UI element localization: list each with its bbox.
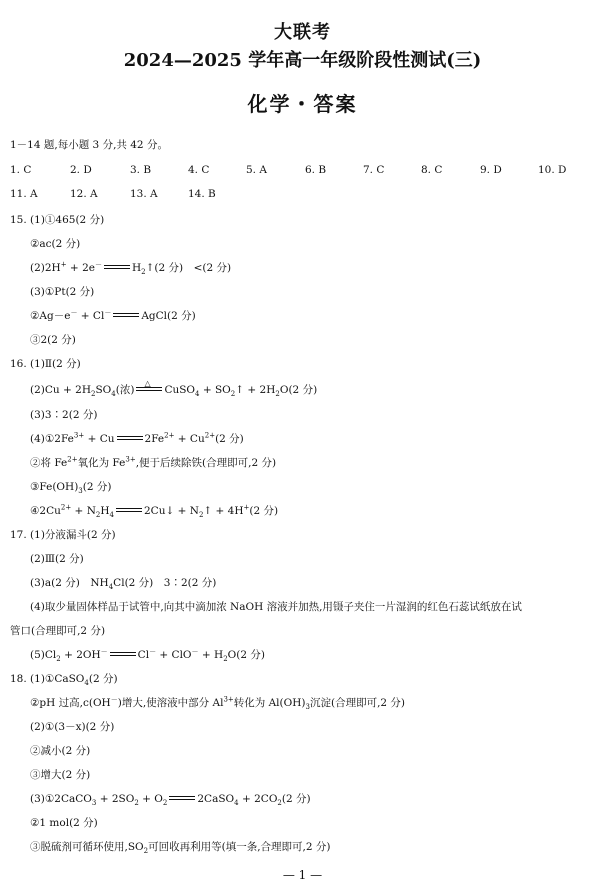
q17-line-6: $(5)Cl_2 + 2OH^-$ $Cl^- + ClO^- + H_2O(2$ 分): [30, 647, 265, 664]
mc-answer: 11. A: [10, 188, 38, 200]
q15-line-3: (2)2H+ + 2e－ $H_2↑(2$ 分) <(2 分): [30, 260, 232, 277]
q17-line-4: (4)取少量固体样品于试管中,向其中滴加浓 NaOH 溶液并加热,用镊子夹住一片湿润的红色石蕊试纸放在试: [30, 601, 522, 613]
q18-line-6: (3)①2CaCO$_3$ + $2SO_2 + O_2$ 2CaSO$_4$ + $2CO_2(2$ 分): [30, 793, 311, 808]
mc-answer: 4. C: [188, 164, 210, 176]
exam-subtitle: 2024—2025 学年高一年级阶段性测试(三): [123, 50, 482, 71]
page-number: — 1 —: [282, 868, 323, 882]
q15-line-4: (3)①Pt(2 分): [30, 286, 95, 298]
equals-sign: [116, 507, 142, 515]
q15-line-1: 15. (1)①465(2 分): [10, 214, 105, 226]
mc-answer: 8. C: [421, 164, 443, 176]
q16-line-5: ②将 $Fe^{2+}$氧化为 $Fe^{3+}$,便于后续除铁(合理即可,2 分): [30, 455, 277, 469]
q15-line-2: ②ac(2 分): [30, 238, 81, 250]
equals-sign: [136, 379, 162, 394]
q17-line-3: (3)a(2 分) $NH_4Cl(2$ 分) 3∶2(2 分): [30, 577, 217, 592]
q18-line-2: ②pH 过高,c(OH－)增大,使溶液中部分 $Al^{3+}$转化为 $Al(OH)_3$沉淀(合理即可,2 分): [30, 695, 406, 712]
q18-line-1: 18. (1)①CaSO$_4$(2 分): [10, 673, 118, 688]
q16-line-4: $(4)①2Fe^{3+} + Cu$ $2Fe^{2+} + Cu^{2+}(2$ 分): [30, 431, 244, 445]
equals-sign: [113, 312, 139, 320]
q16-line-2: $(2)Cu + 2H_2SO_4$(浓) △ CuSO$_4$ + $SO_2↑ + 2H_2O(2$ 分): [30, 379, 318, 399]
equals-sign: [110, 651, 136, 659]
q15-line-6: ③2(2 分): [30, 334, 76, 346]
q18-line-4: ②减小(2 分): [30, 745, 91, 757]
equals-sign: [117, 435, 143, 443]
mc-answer: 14. B: [188, 188, 216, 200]
mc-answer: 6. B: [305, 164, 327, 176]
q17-line-1: 17. (1)分液漏斗(2 分): [10, 529, 116, 541]
q17-line-5: 管口(合理即可,2 分): [10, 625, 106, 637]
q16-line-3: (3)3∶2(2 分): [30, 409, 98, 421]
mc-answer: 12. A: [70, 188, 98, 200]
q18-line-3: (2)①(3－x)(2 分): [30, 721, 115, 733]
q16-line-1: 16. (1)Ⅱ(2 分): [10, 358, 81, 370]
subject-title: 化学・答案: [247, 92, 358, 116]
q17-line-2: (2)Ⅲ(2 分): [30, 553, 84, 565]
mc-answer: 9. D: [480, 164, 502, 176]
mc-answer: 13. A: [130, 188, 158, 200]
equals-sign: [104, 264, 130, 272]
q16-line-7: $④2Cu^{2+} + N_2H_4$ 2Cu↓ + $N_2↑ + 4H^+(2$ 分): [30, 503, 279, 520]
mc-answer: 3. B: [130, 164, 152, 176]
mc-answer: 10. D: [538, 164, 567, 176]
heat-symbol: △: [144, 379, 151, 388]
q18-line-7: ②1 mol(2 分): [30, 817, 98, 829]
mc-answer: 1. C: [10, 164, 32, 176]
mc-answer: 5. A: [246, 164, 267, 176]
equals-sign: [169, 795, 195, 803]
exam-title: 大联考: [274, 22, 331, 43]
q16-line-6: $③Fe(OH)_3(2$ 分): [30, 481, 112, 496]
q18-line-5: ③增大(2 分): [30, 769, 91, 781]
q15-line-5: ②Ag－e－ + Cl－ AgCl(2 分): [30, 308, 196, 322]
q18-line-8: ③脱硫剂可循环使用$,SO_2$可回收再利用等(填一条,合理即可,2 分): [30, 841, 331, 856]
mc-answer: 2. D: [70, 164, 92, 176]
intro-text: 1－14 题,每小题 3 分,共 42 分。: [10, 139, 168, 151]
mc-answer: 7. C: [363, 164, 385, 176]
